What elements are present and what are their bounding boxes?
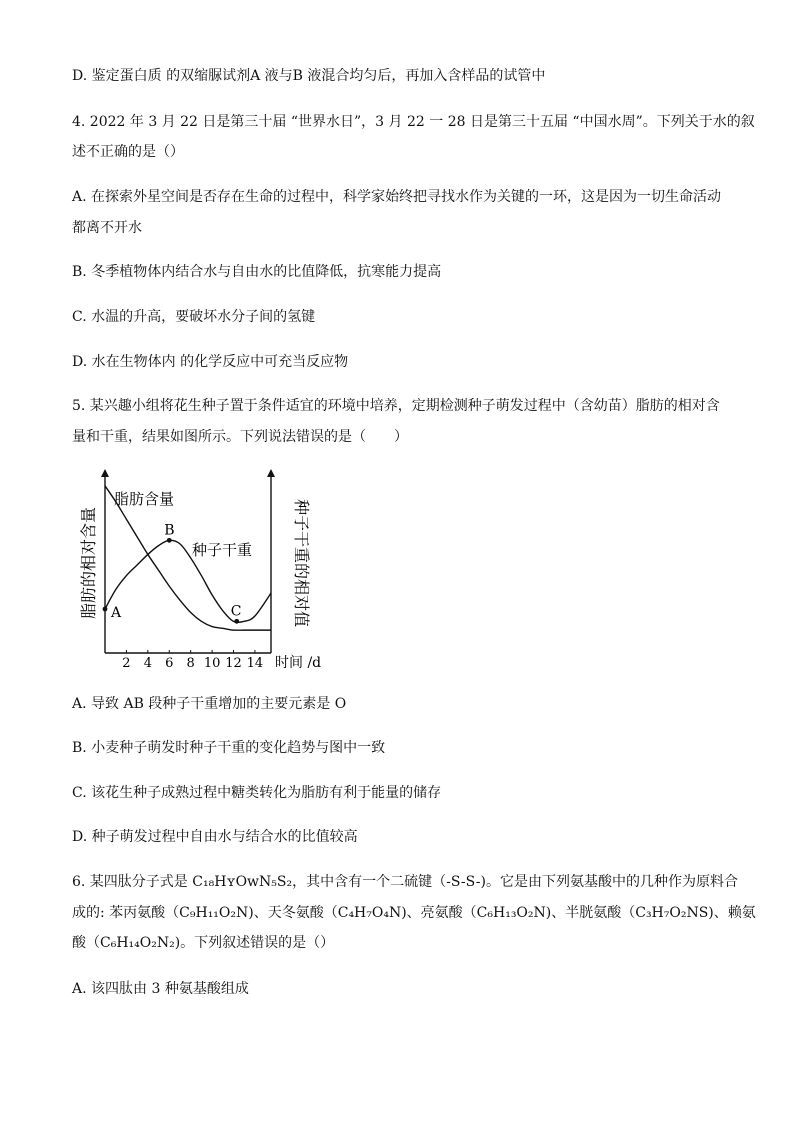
question-4-stem-cont: 述不正确的是（） bbox=[72, 144, 184, 160]
option-c-q5: C. 该花生种子成熟过程中糖类转化为脂肪有利于能量的储存 bbox=[72, 785, 442, 801]
x-tick-label: 6 bbox=[165, 656, 174, 671]
x-tick-label: 12 bbox=[225, 656, 242, 671]
point-label-a: A bbox=[111, 605, 122, 621]
point-b bbox=[167, 538, 172, 543]
left-axis-arrow bbox=[101, 469, 109, 477]
left-axis-label: 脂肪的相对含量 bbox=[79, 506, 98, 620]
option-d-q3: D. 鉴定蛋白质 的双缩脲试剂A 液与B 液混合均匀后，再加入含样品的试管中 bbox=[72, 68, 546, 84]
option-c-q4: C. 水温的升高，要破坏水分子间的氢键 bbox=[72, 309, 316, 325]
option-a-q4-cont: 都离不开水 bbox=[72, 220, 142, 236]
option-a-q4: A. 在探索外星空间是否存在生命的过程中，科学家始终把寻找水作为关键的一环，这是因为一切生命活动 bbox=[72, 189, 722, 205]
point-a bbox=[103, 607, 108, 612]
option-b-q4: B. 冬季植物体内结合水与自由水的比值降低，抗寒能力提高 bbox=[72, 264, 442, 280]
x-tick-label: 8 bbox=[186, 656, 195, 671]
question-5-stem-cont: 量和干重，结果如图所示。下列说法错误的是（ ） bbox=[72, 429, 408, 445]
question-6-stem-cont: 成的: 苯丙氨酸（C₉H₁₁O₂N)、天冬氨酸（C₄H₇O₄N)、亮氨酸（C₆H₁₃O₂N)、半胱氨酸（C₃H₇O₂NS)、赖氨 bbox=[72, 905, 756, 921]
question-4-stem: 4. 2022 年 3 月 22 日是第三十届 “世界水日”，3 月 22 一 28 日是第三十五届 “中国水周”。下列关于水的叙 bbox=[72, 114, 755, 130]
right-axis-arrow bbox=[267, 469, 275, 477]
option-a-q6: A. 该四肽由 3 种氨基酸组成 bbox=[72, 981, 249, 997]
point-label-c: C bbox=[230, 603, 242, 620]
fat-series-label: 脂肪含量 bbox=[114, 490, 175, 508]
x-axis-label: 时间 /d bbox=[275, 655, 322, 671]
dry-weight-series-label: 种子干重 bbox=[192, 541, 253, 559]
fat-dry-weight-chart bbox=[74, 465, 334, 680]
option-a-q5: A. 导致 AB 段种子干重增加的主要元素是 O bbox=[72, 696, 347, 712]
question-6-stem-cont2: 酸（C₆H₁₄O₂N₂)。下列叙述错误的是（） bbox=[72, 935, 335, 951]
option-d-q4: D. 水在生物体内 的化学反应中可充当反应物 bbox=[72, 354, 349, 370]
x-tick-label: 14 bbox=[246, 656, 264, 671]
question-6-stem: 6. 某四肽分子式是 C₁₈HʏOᴡN₅S₂，其中含有一个二硫键（-S-S-)。它是由下列氨基酸中的几种作为原料合 bbox=[72, 874, 738, 890]
x-tick-label: 2 bbox=[122, 656, 131, 671]
x-tick-label: 4 bbox=[143, 656, 152, 671]
x-tick-label: 10 bbox=[203, 656, 221, 671]
point-c bbox=[234, 619, 239, 624]
option-b-q5: B. 小麦种子萌发时种子干重的变化趋势与图中一致 bbox=[72, 740, 386, 756]
question-5-stem: 5. 某兴趣小组将花生种子置于条件适宜的环境中培养，定期检测种子萌发过程中（含幼苗）脂肪的相对含 bbox=[72, 398, 720, 414]
option-d-q5: D. 种子萌发过程中自由水与结合水的比值较高 bbox=[72, 829, 358, 845]
right-axis-label: 种子干重的相对值 bbox=[292, 498, 311, 628]
point-label-b: B bbox=[164, 522, 175, 539]
